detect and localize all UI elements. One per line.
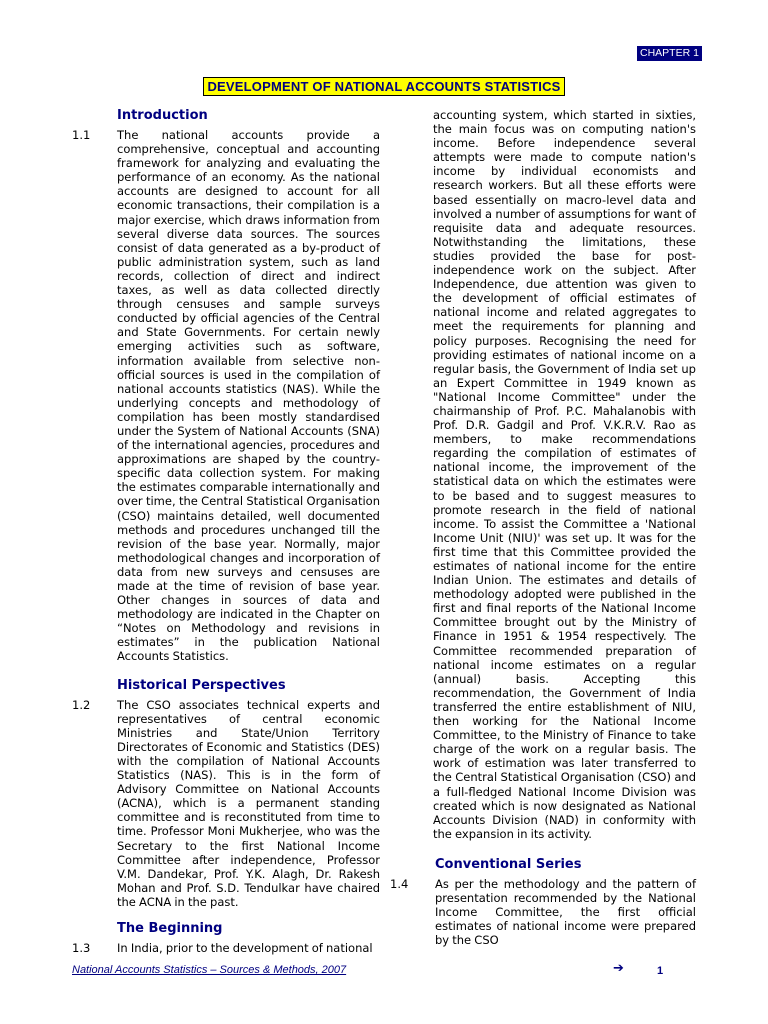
paragraph-number: 1.3 bbox=[72, 940, 91, 955]
paragraph-1-3-continued bbox=[390, 108, 696, 841]
page-title: DEVELOPMENT OF NATIONAL ACCOUNTS STATISTICS bbox=[203, 77, 564, 96]
paragraph-number: 1.4 bbox=[390, 876, 409, 891]
footer-source: National Accounts Statistics – Sources & Methods, 2007 bbox=[72, 964, 347, 976]
paragraph-1-3 bbox=[72, 941, 380, 955]
heading-conventional-series: Conventional Series bbox=[435, 856, 582, 872]
paragraph-text: As per the methodology and the pattern of presentation recommended by the National Income Committee, the first official estimates of national income were prepared by the CSO bbox=[435, 876, 696, 948]
right-column bbox=[390, 108, 696, 947]
page-number: 1 bbox=[657, 965, 664, 977]
heading-the-beginning: The Beginning bbox=[117, 920, 223, 936]
paragraph-1-4 bbox=[390, 877, 696, 947]
paragraph-number: 1.2 bbox=[72, 697, 91, 712]
paragraph-text: accounting system, which started in sixties, the main focus was on computing nation's income. Before independence several attempts were made to compute nation's income by individual economists and research workers. But all these efforts were based essentially on macro-level data and involved a number of assumptions for want of requisite data and adequate resources. Notwithstanding the limitations, these studies provided the base for post-independence work on the subject. After Independence, due attention was given to the development of official estimates of national income and related aggregates to meet the requirements for planning and policy purposes. Recognising the need for providing estimates of national income on a regular basis, the Government of India set up an Expert Committee in 1949 known as "National Income Committee" under the chairmanship of Prof. P.C. Mahalanobis with Prof. D.R. Gadgil and Prof. V.K.R.V. Rao as members, to make recommendations regarding the compilation of estimates of national income, the improvement of the statistical data on which the estimates were to be based and to suggest measures to promote research in the field of national income. To assist the Committee a 'National Income Unit (NIU)' was set up. It was for the first time that this Committee provided the estimates of national income for the entire Indian Union. The estimates and details of methodology adopted were published in the first and final reports of the National Income Committee brought out by the Ministry of Finance in 1951 & 1954 respectively. The Committee recommended preparation of national income estimates on a regular (annual) basis. Accepting this recommendation, the Government of India transferred the entire establishment of NIU, then working for the National Income Committee, to the Ministry of Finance to take charge of the work on a regular basis. The work of estimation was later transferred to the Central Statistical Organisation (CSO) and a full-fledged National Income Division was created which is now designated as National Accounts Division (NAD) in conformity with the expansion in its activity. bbox=[433, 108, 696, 841]
paragraph-text: In India, prior to the development of national bbox=[117, 940, 373, 955]
paragraph-1-2 bbox=[72, 698, 380, 909]
paragraph-text: The CSO associates technical experts and representatives of central economic Ministries and State/Union Territory Directorates of Economic and Statistics (DES) with the compilation of National Accounts Statistics (NAS). This is in the form of Advisory Committee on National Accounts (ACNA), which is a permanent standing committee and is reconstituted from time to time. Professor Moni Mukherjee, who was the Secretary to the first National Income Committee after independence, Professor V.M. Dandekar, Prof. Y.K. Alagh, Dr. Rakesh Mohan and Prof. S.D. Tendulkar have chaired the ACNA in the past. bbox=[117, 697, 380, 909]
paragraph-text: The national accounts provide a comprehensive, conceptual and accounting framework for analyzing and evaluating the performance of an economy. As the national accounts are designed to account for all economic transactions, their compilation is a major exercise, which draws information from several diverse data sources. The sources consist of data generated as a by-product of public administration system, such as land records, collection of direct and indirect taxes, as well as data collected directly through censuses and sample surveys conducted by official agencies of the Central and State Governments. For certain newly emerging activities such as software, information available from selective non-official sources is used in the compilation of national accounts statistics (NAS). While the underlying concepts and methodology of compilation has been mostly standardised under the System of National Accounts (SNA) of the international agencies, procedures and approximations are shaped by the country-specific data collection system. For making the estimates comparable internationally and over time, the Central Statistical Organisation (CSO) maintains detailed, well documented methods and procedures unchanged till the revision of the base year. Normally, major methodological changes and incorporation of data from new surveys and censuses are made at the time of revision of base year. Other changes in sources of data and methodology are indicated in the Chapter on “Notes on Methodology and revisions in estimates” in the publication National Accounts Statistics. bbox=[117, 128, 380, 664]
heading-introduction: Introduction bbox=[117, 108, 208, 123]
left-column bbox=[72, 108, 380, 955]
next-page-arrow-icon: ➔ bbox=[613, 961, 624, 976]
paragraph-number: 1.1 bbox=[72, 128, 91, 142]
chapter-label: CHAPTER 1 bbox=[637, 46, 702, 61]
paragraph-1-1 bbox=[72, 128, 380, 664]
heading-historical-perspectives: Historical Perspectives bbox=[117, 677, 286, 693]
